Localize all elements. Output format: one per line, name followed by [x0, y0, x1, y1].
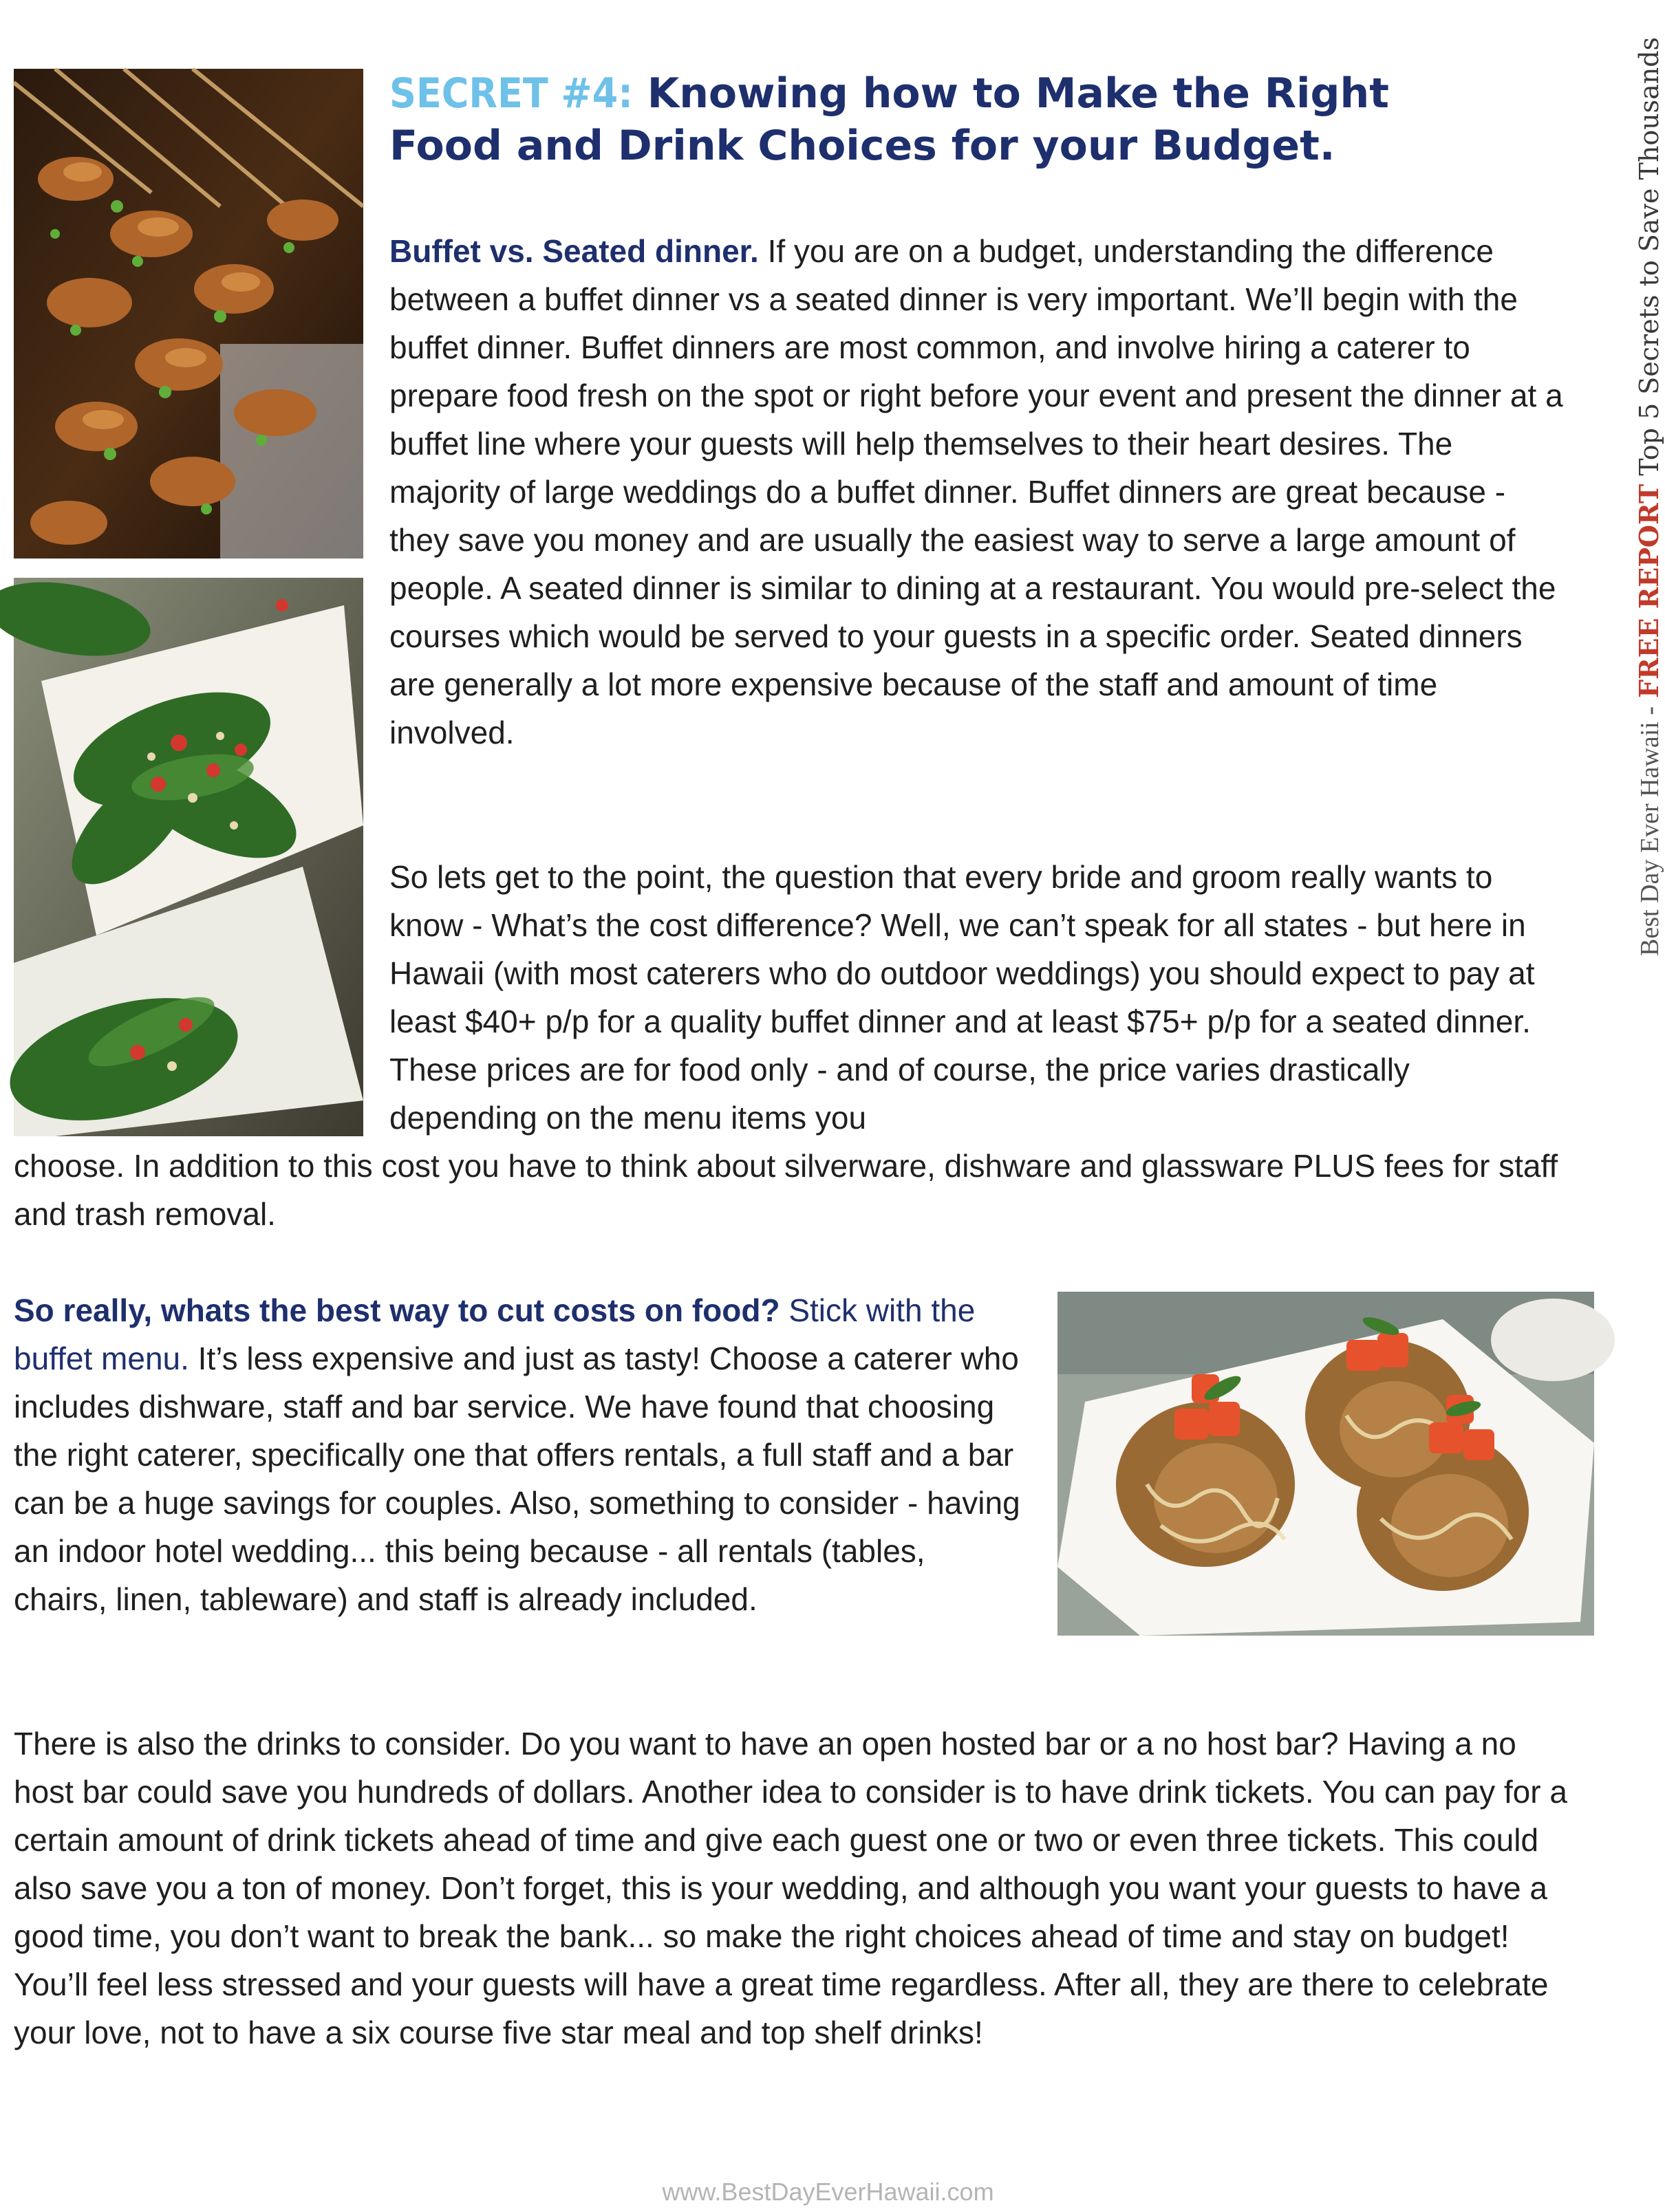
headline-line-1: Knowing how to Make the Right	[647, 69, 1389, 118]
free-report-label: FREE REPORT	[1633, 484, 1664, 698]
skewers-photo	[14, 69, 363, 559]
drinks-paragraph	[14, 1720, 1576, 2057]
cost-difference-body: So lets get to the point, the question that every bride and groom really wants to know - What’s the cost difference? Well, we can’t speak for all states - but here in Hawaii (with most caterers who do outdoor weddings) you should expect to pay at least $40+ p/p for a quality buffet dinner and at least $75+ p/p for a seated dinner. These prices are for food only - and of course, the price varies drastically depending on the menu items you	[389, 859, 1535, 1136]
headline-line-2: Food and Drink Choices for your Budget.	[389, 122, 1335, 170]
buffet-vs-seated-body: If you are on a budget, understanding the difference between a buffet dinner vs a seated dinner is very important. We’ll begin with the buffet dinner. Buffet dinners are most common, and involve hiring a caterer to prepare food fresh on the spot or right before your event and present the dinner at a buffet line where your guests will help themselves to their heart desires. The majority of large weddings do a buffet dinner. Buffet dinners are great because - they save you money and are usually the easiest way to serve a large amount of people. A seated dinner is similar to dining at a restaurant. You would pre-select the courses which would be served to your guests in a specific order. Seated dinners are generally a lot more expensive because of the staff and amount of time involved.	[389, 233, 1563, 750]
salad-photo	[14, 578, 363, 1136]
buffet-vs-seated-paragraph	[389, 227, 1566, 757]
page-headline	[389, 67, 1518, 172]
cut-costs-body: It’s less expensive and just as tasty! Choose a caterer who includes dishware, staff and bar service. We have found that choosing the right caterer, specifically one that offers rentals, a full staff and a bar can be a huge savings for couples. Also, something to consider - having an indoor hotel wedding... this being because - all rentals (tables, chairs, linen, tableware) and staff is already included.	[14, 1341, 1020, 1617]
cost-difference-paragraph	[389, 853, 1566, 1142]
drinks-body: There is also the drinks to consider. Do you want to have an open hosted bar or a no host bar? Having a no host bar could save you hundreds of dollars. Another idea to consider is to have drink tickets. You can pay for a certain amount of drink tickets ahead of time and give each guest one or two or even three tickets. This could also save you a ton of money. Don’t forget, this is your wedding, and although you want your guests to have a good time, you don’t want to break the bank... so make the right choices ahead of time and stay on budget! You’ll feel less stressed and your guests will have a great time regardless. After all, they are there to celebrate your love, not to have a six course five star meal and top shelf drinks!	[14, 1726, 1567, 2050]
appetizer-photo	[1057, 1292, 1594, 1636]
cut-costs-paragraph	[14, 1286, 1025, 1623]
cut-costs-question: So really, whats the best way to cut costs on food?	[14, 1292, 780, 1328]
cost-difference-wrap: choose. In addition to this cost you have to think about silverware, dishware and glassware PLUS fees for staff and trash removal.	[14, 1148, 1558, 1232]
side-report-title: Top 5 Secrets to Save Thousands	[1634, 36, 1664, 476]
vertical-report-title	[1603, 36, 1665, 963]
cut-costs-answer: Stick with the buffet menu.	[14, 1292, 976, 1376]
footer-website-url: www.BestDayEverHawaii.com	[662, 2178, 994, 2206]
secret-number: SECRET #4:	[389, 69, 633, 118]
side-site-name: Best Day Ever Hawaii -	[1635, 706, 1664, 956]
buffet-vs-seated-lead: Buffet vs. Seated dinner.	[389, 233, 759, 269]
cost-difference-continued	[14, 1142, 1569, 1238]
